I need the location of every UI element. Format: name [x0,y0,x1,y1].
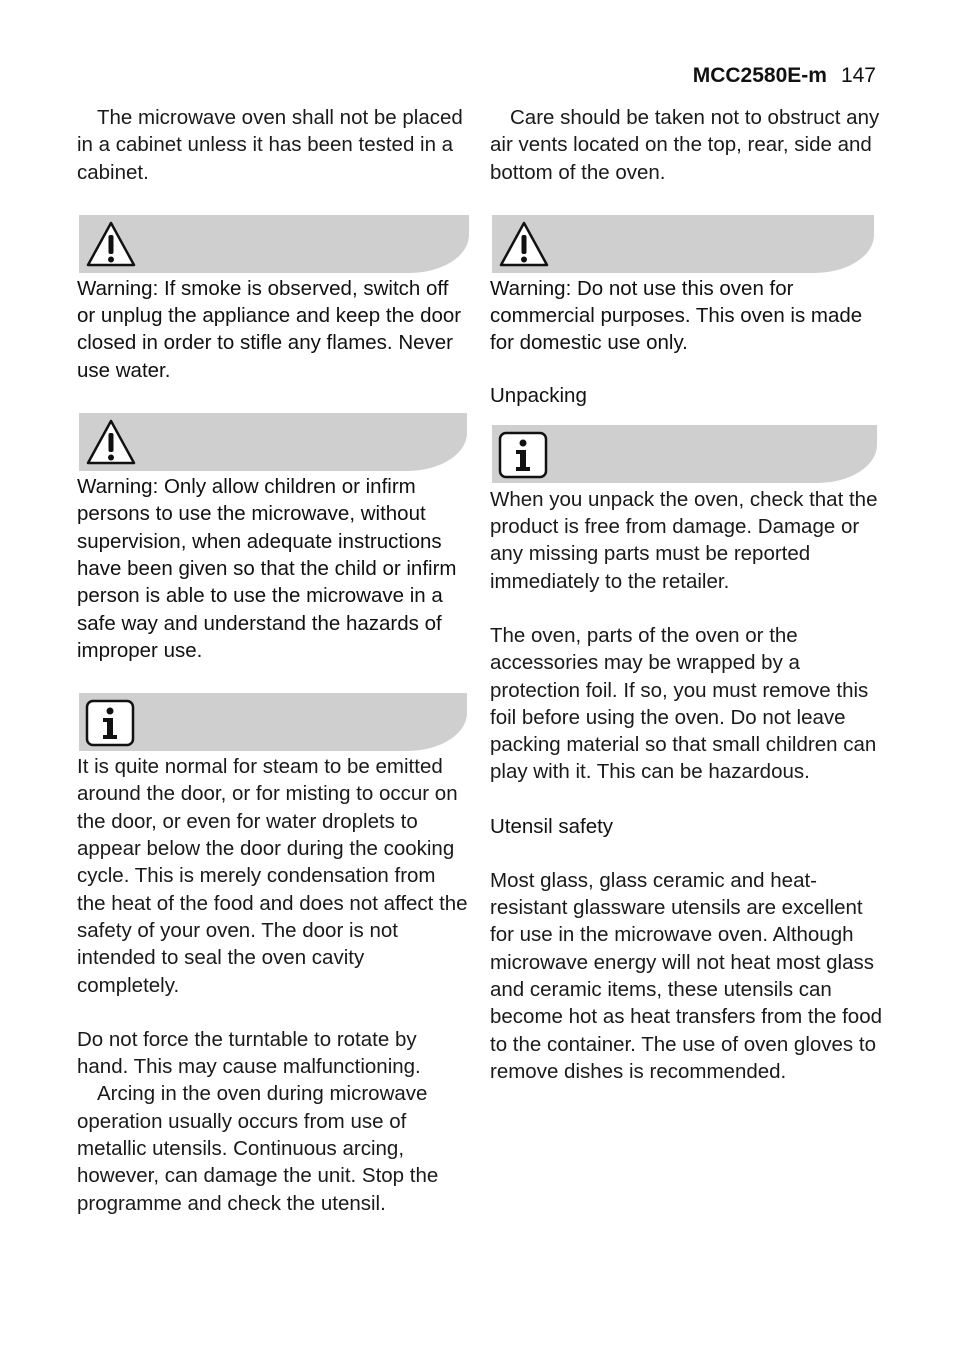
utensil-safety-heading: Utensil safety [490,814,614,838]
warning-banner-smoke [79,215,469,273]
unpack-check-text: When you unpack the oven, check that the product is free from damage. Damage or any missing parts must be reported immediately to the retailer. [490,487,878,593]
warning-banner-commercial [492,215,874,273]
page-number: 147 [840,64,876,87]
arcing-text: Arcing in the oven during microwave operation usually occurs from use of metallic utensils. Continuous arcing, however, can damage the unit. Stop the programme and check the utensil. [77,1082,439,1215]
left-column [77,104,469,1217]
protection-foil-text: The oven, parts of the oven or the accessories may be wrapped by a protection foil. If so, you must remove this foil before using the oven. Do not leave packing material so that small children can play with it. This can be hazardous. [490,623,877,784]
info-icon [85,699,135,747]
info-banner-steam [79,693,467,751]
unpacking-heading: Unpacking [490,383,587,407]
warning-triangle-icon [85,418,137,466]
info-steam-text: It is quite normal for steam to be emitted around the door, or for misting to occur on the door, or even for water droplets to appear below the door during the cooking cycle. This is merely condensation from the heat of the food and does not affect the safety of your oven. The door is not intended to seal the oven cavity completely. [77,755,468,997]
turntable-text: Do not force the turntable to rotate by hand. This may cause malfunctioning. [77,1027,421,1079]
warning-commercial-text: Warning: Do not use this oven for commercial purposes. This oven is made for domestic use only. [490,276,863,355]
page-header [693,62,876,90]
warning-children-text: Warning: Only allow children or infirm persons to use the microwave, without supervision, when adequate instructions have been given so that the child or infirm person is able to use the microwave in a safe way and understand the hazards of improper use. [77,475,457,662]
utensil-safety-text: Most glass, glass ceramic and heat-resistant glassware utensils are excellent for use in the microwave oven. Although microwave energy will not heat most glass and ceramic items, these utensils can become hot as heat transfers from the food to the container. The use of oven gloves to remove dishes is recommended. [490,868,882,1083]
warning-banner-children [79,413,467,471]
warning-smoke-text: Warning: If smoke is observed, switch off or unplug the appliance and keep the door closed in order to stifle any flames. Never use water. [77,276,462,382]
model-number: MCC2580E-m [692,64,827,87]
air-vents-note: Care should be taken not to obstruct any air vents located on the top, rear, side and bottom of the oven. [490,106,880,184]
right-column [490,104,888,1085]
info-icon [498,431,548,479]
info-banner-unpacking [492,425,877,483]
cabinet-note: The microwave oven shall not be placed in a cabinet unless it has been tested in a cabinet. [77,106,463,184]
warning-triangle-icon [498,220,550,268]
warning-triangle-icon [85,220,137,268]
